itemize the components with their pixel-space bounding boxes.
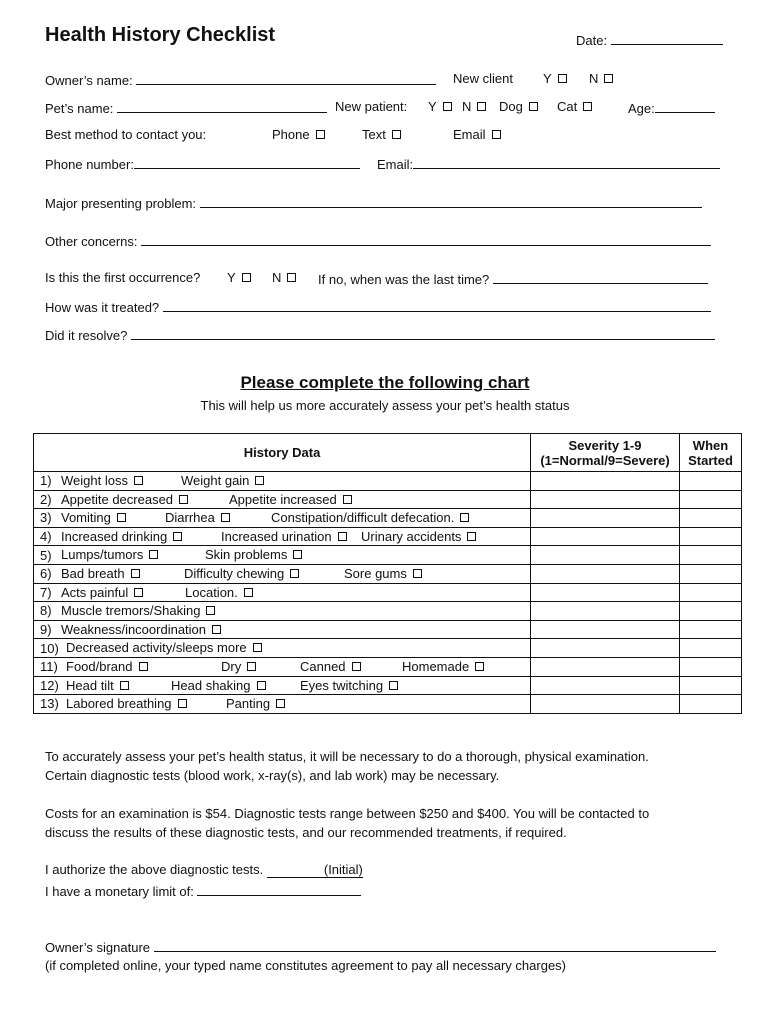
- item-number: 7): [40, 584, 52, 600]
- symptom-label: Lumps/tumors: [61, 547, 144, 563]
- first-occurrence-yes[interactable]: [227, 270, 251, 285]
- severity-cell[interactable]: [531, 639, 680, 658]
- pet-name-line[interactable]: [117, 99, 327, 113]
- checkbox[interactable]: [178, 699, 187, 708]
- severity-cell[interactable]: [531, 490, 680, 509]
- symptom-option[interactable]: [205, 547, 302, 562]
- symptom-label: Weight loss: [61, 473, 128, 488]
- item-number: 4): [40, 529, 52, 545]
- major-problem-field[interactable]: [45, 194, 702, 211]
- pet-name-label: Pet’s name:: [45, 101, 114, 116]
- symptom-label: Food/brand: [66, 658, 133, 674]
- new-client-no[interactable]: [589, 71, 613, 86]
- cost-paragraph-line1: Costs for an examination is $54. Diagnostic tests range between $250 and $400. You will be contacted to: [45, 806, 650, 821]
- age-label: Age:: [628, 101, 655, 116]
- history-table: [33, 433, 742, 714]
- last-time-field[interactable]: [318, 270, 708, 287]
- checkbox[interactable]: [206, 606, 215, 615]
- symptom-option[interactable]: [61, 510, 126, 525]
- symptom-option[interactable]: [66, 678, 129, 693]
- checkbox[interactable]: [352, 662, 361, 671]
- symptom-label: Acts painful: [61, 584, 129, 600]
- checkbox[interactable]: [212, 625, 221, 634]
- checkbox[interactable]: [475, 662, 484, 671]
- symptom-label: Canned: [300, 658, 346, 674]
- other-concerns-label: Other concerns:: [45, 234, 138, 249]
- initial-label: (Initial): [323, 862, 363, 877]
- history-item: [34, 472, 531, 491]
- when-started-cell[interactable]: [680, 490, 742, 509]
- symptom-label: Homemade: [402, 658, 470, 674]
- item-number: 3): [40, 510, 52, 526]
- treated-label: How was it treated?: [45, 300, 160, 315]
- email-label: Email: [453, 127, 486, 142]
- symptom-label: Eyes twitching: [300, 677, 384, 693]
- species-dog[interactable]: [499, 99, 538, 114]
- table-row: [34, 602, 742, 621]
- signature-label: Owner’s signature: [45, 940, 151, 955]
- when-header-line2: Started: [688, 452, 733, 468]
- new-client-yes[interactable]: [543, 71, 567, 86]
- checkbox[interactable]: [558, 74, 567, 83]
- checkbox[interactable]: [173, 532, 182, 541]
- symptom-option[interactable]: [61, 492, 188, 507]
- table-row: [34, 472, 742, 491]
- table-row: [34, 527, 742, 546]
- phone-label: Phone: [272, 127, 310, 142]
- checkbox[interactable]: [221, 513, 230, 522]
- exam-paragraph: [45, 747, 649, 785]
- when-started-cell[interactable]: [680, 695, 742, 714]
- when-started-cell[interactable]: [680, 472, 742, 491]
- symptom-option[interactable]: [184, 566, 299, 581]
- symptom-option[interactable]: [221, 659, 256, 674]
- item-number: 8): [40, 603, 52, 619]
- signature-note: (if completed online, your typed name constitutes agreement to pay all necessary charges): [45, 958, 566, 973]
- severity-cell[interactable]: [531, 527, 680, 546]
- symptom-option[interactable]: [226, 696, 285, 711]
- history-item: [34, 527, 531, 546]
- item-number: 2): [40, 491, 52, 507]
- checkbox[interactable]: [290, 569, 299, 578]
- history-item: [34, 564, 531, 583]
- when-started-cell[interactable]: [680, 583, 742, 602]
- symptom-label: Head tilt: [66, 677, 114, 693]
- major-problem-line[interactable]: [200, 194, 702, 208]
- symptom-label: Muscle tremors/Shaking: [61, 603, 201, 619]
- monetary-limit-label: I have a monetary limit of:: [45, 884, 194, 899]
- symptom-option[interactable]: [66, 640, 262, 655]
- checkbox[interactable]: [293, 550, 302, 559]
- item-number: 5): [40, 547, 52, 563]
- severity-cell[interactable]: [531, 583, 680, 602]
- page-title: Health History Checklist: [45, 24, 276, 46]
- checkbox[interactable]: [492, 130, 501, 139]
- severity-cell[interactable]: [531, 657, 680, 676]
- contact-phone[interactable]: [272, 127, 325, 142]
- symptom-label: Skin problems: [205, 547, 288, 563]
- symptom-label: Panting: [226, 696, 271, 712]
- checkbox[interactable]: [253, 643, 262, 652]
- new-client-label: New client: [453, 71, 513, 86]
- severity-cell[interactable]: [531, 472, 680, 491]
- contact-email[interactable]: [453, 127, 501, 142]
- history-item: [34, 583, 531, 602]
- cat-label: Cat: [557, 99, 578, 114]
- history-item: [34, 620, 531, 639]
- checkbox[interactable]: [477, 102, 486, 111]
- species-cat[interactable]: [557, 99, 592, 114]
- symptom-option[interactable]: [171, 678, 266, 693]
- history-item: [34, 657, 531, 676]
- resolve-line[interactable]: [131, 326, 715, 340]
- symptom-option[interactable]: [271, 510, 469, 525]
- checkbox[interactable]: [244, 588, 253, 597]
- table-row: [34, 695, 742, 714]
- symptom-option[interactable]: [61, 566, 140, 581]
- item-number: 11): [40, 659, 58, 675]
- history-item: [34, 639, 531, 658]
- symptom-label: Dry: [221, 658, 242, 674]
- table-row: [34, 546, 742, 565]
- monetary-limit-field[interactable]: [45, 882, 361, 899]
- checkbox[interactable]: [131, 569, 140, 578]
- new-patient-no[interactable]: [462, 99, 486, 114]
- owner-name-field[interactable]: [45, 71, 436, 88]
- symptom-label: Labored breathing: [66, 696, 172, 712]
- checkbox[interactable]: [242, 273, 251, 282]
- severity-header-line1: Severity 1-9: [568, 437, 642, 453]
- chart-heading: Please complete the following chart: [240, 373, 530, 392]
- checkbox[interactable]: [179, 495, 188, 504]
- initial-line[interactable]: [267, 862, 363, 878]
- age-field[interactable]: [628, 99, 715, 116]
- history-item: [34, 602, 531, 621]
- checkbox[interactable]: [316, 130, 325, 139]
- severity-header-line2: (1=Normal/9=Severe): [540, 452, 670, 468]
- first-occurrence-no[interactable]: [272, 270, 296, 285]
- last-time-line[interactable]: [493, 270, 708, 284]
- table-row: [34, 657, 742, 676]
- table-row: [34, 620, 742, 639]
- item-number: 1): [40, 473, 52, 489]
- when-started-cell[interactable]: [680, 509, 742, 528]
- checkbox[interactable]: [460, 513, 469, 522]
- no-label: N: [462, 99, 472, 114]
- checkbox[interactable]: [604, 74, 613, 83]
- checkbox[interactable]: [583, 102, 592, 111]
- severity-cell[interactable]: [531, 602, 680, 621]
- symptom-option[interactable]: [165, 510, 230, 525]
- symptom-option[interactable]: [61, 622, 221, 637]
- symptom-label: Weight gain: [181, 473, 250, 488]
- history-item: [34, 546, 531, 565]
- symptom-label: Weakness/incoordination: [61, 621, 207, 637]
- symptom-label: Location.: [185, 584, 238, 600]
- yes-label: Y: [428, 99, 437, 114]
- item-number: 13): [40, 696, 59, 712]
- yes-label: Y: [227, 270, 236, 285]
- owner-name-line[interactable]: [136, 71, 436, 85]
- symptom-label: Decreased activity/sleeps more: [66, 640, 247, 656]
- checkbox[interactable]: [443, 102, 452, 111]
- symptom-label: Head shaking: [171, 677, 251, 693]
- symptom-option[interactable]: [181, 473, 264, 488]
- severity-cell[interactable]: [531, 676, 680, 695]
- symptom-option[interactable]: [361, 529, 476, 544]
- new-patient-yes[interactable]: [428, 99, 452, 114]
- checkbox[interactable]: [134, 476, 143, 485]
- major-problem-label: Major presenting problem:: [45, 196, 197, 211]
- no-label: N: [272, 270, 282, 285]
- when-started-cell[interactable]: [680, 676, 742, 695]
- checkbox[interactable]: [338, 532, 347, 541]
- resolve-field[interactable]: [45, 326, 715, 343]
- severity-header: [531, 434, 680, 472]
- checkbox[interactable]: [467, 532, 476, 541]
- checkbox[interactable]: [117, 513, 126, 522]
- checkbox[interactable]: [276, 699, 285, 708]
- symptom-option[interactable]: [402, 659, 484, 674]
- symptom-label: Vomiting: [61, 510, 111, 526]
- when-header-line1: When: [692, 437, 729, 453]
- symptom-option[interactable]: [229, 492, 352, 507]
- symptom-option[interactable]: [344, 566, 422, 581]
- chart-subheading: This will help us more accurately assess your pet’s health status: [200, 398, 570, 413]
- symptom-label: Urinary accidents: [361, 528, 462, 544]
- item-number: 9): [40, 622, 52, 638]
- history-item: [34, 509, 531, 528]
- when-started-cell[interactable]: [680, 657, 742, 676]
- table-row: [34, 639, 742, 658]
- symptom-option[interactable]: [185, 585, 253, 600]
- treated-field[interactable]: [45, 298, 711, 315]
- checkbox[interactable]: [149, 550, 158, 559]
- checkbox[interactable]: [257, 681, 266, 690]
- checkbox[interactable]: [255, 476, 264, 485]
- authorize-field[interactable]: [45, 862, 363, 878]
- phone-number-line[interactable]: [134, 155, 360, 169]
- email-line[interactable]: [413, 155, 720, 169]
- symptom-label: Bad breath: [61, 565, 125, 581]
- email-field-label: Email:: [377, 157, 414, 172]
- symptom-label: Constipation/difficult defecation.: [271, 510, 455, 526]
- when-started-cell[interactable]: [680, 602, 742, 621]
- checkbox[interactable]: [287, 273, 296, 282]
- no-label: N: [589, 71, 599, 86]
- table-row: [34, 509, 742, 528]
- date-label: Date:: [576, 33, 608, 48]
- phone-number-field[interactable]: [45, 155, 360, 172]
- when-started-cell[interactable]: [680, 546, 742, 565]
- symptom-option[interactable]: [66, 696, 187, 711]
- when-header: [680, 434, 742, 472]
- severity-cell[interactable]: [531, 546, 680, 565]
- history-item: [34, 676, 531, 695]
- severity-cell[interactable]: [531, 620, 680, 639]
- history-item: [34, 695, 531, 714]
- cost-paragraph-line2: discuss the results of these diagnostic tests, and our recommended treatments, if required.: [45, 825, 567, 840]
- exam-paragraph-line1: To accurately assess your pet’s health status, it will be necessary to do a thorough, physical examination.: [45, 749, 649, 764]
- checkbox[interactable]: [529, 102, 538, 111]
- checkbox[interactable]: [413, 569, 422, 578]
- item-number: 12): [40, 677, 59, 693]
- when-started-cell[interactable]: [680, 639, 742, 658]
- symptom-label: Appetite decreased: [61, 491, 174, 507]
- signature-line[interactable]: [154, 938, 716, 952]
- owner-name-label: Owner’s name:: [45, 73, 133, 88]
- history-header: History Data: [34, 434, 531, 472]
- first-occurrence-label: Is this the first occurrence?: [45, 270, 201, 285]
- symptom-label: Difficulty chewing: [184, 565, 285, 581]
- date-line[interactable]: [611, 31, 723, 45]
- treated-line[interactable]: [163, 298, 711, 312]
- severity-cell[interactable]: [531, 564, 680, 583]
- age-line[interactable]: [655, 99, 715, 113]
- symptom-option[interactable]: [61, 585, 143, 600]
- table-row: [34, 676, 742, 695]
- symptom-label: Diarrhea: [165, 510, 215, 526]
- checkbox[interactable]: [120, 681, 129, 690]
- cost-paragraph: [45, 804, 649, 842]
- symptom-option[interactable]: [61, 473, 143, 488]
- symptom-label: Increased urination: [221, 528, 332, 544]
- text-label: Text: [362, 127, 386, 142]
- resolve-label: Did it resolve?: [45, 328, 128, 343]
- when-started-cell[interactable]: [680, 620, 742, 639]
- severity-cell[interactable]: [531, 695, 680, 714]
- other-concerns-line[interactable]: [141, 232, 711, 246]
- table-row: [34, 583, 742, 602]
- when-started-cell[interactable]: [680, 564, 742, 583]
- checkbox[interactable]: [134, 588, 143, 597]
- history-item: [34, 490, 531, 509]
- new-patient-label: New patient:: [335, 99, 408, 114]
- pet-name-field[interactable]: [45, 99, 327, 116]
- exam-paragraph-line2: Certain diagnostic tests (blood work, x-ray(s), and lab work) may be necessary.: [45, 768, 500, 783]
- checkbox[interactable]: [392, 130, 401, 139]
- authorize-label: I authorize the above diagnostic tests.: [45, 862, 264, 877]
- item-number: 10): [40, 640, 59, 656]
- dog-label: Dog: [499, 99, 523, 114]
- checkbox[interactable]: [139, 662, 148, 671]
- checkbox[interactable]: [247, 662, 256, 671]
- contact-method-label: Best method to contact you:: [45, 127, 207, 142]
- symptom-option[interactable]: [61, 529, 182, 544]
- symptom-option[interactable]: [221, 529, 347, 544]
- symptom-option[interactable]: [61, 603, 215, 618]
- email-field[interactable]: [377, 155, 720, 172]
- monetary-limit-line[interactable]: [197, 882, 361, 896]
- checkbox[interactable]: [343, 495, 352, 504]
- phone-number-label: Phone number:: [45, 157, 134, 172]
- symptom-label: Sore gums: [344, 565, 407, 581]
- other-concerns-field[interactable]: [45, 232, 711, 249]
- when-started-cell[interactable]: [680, 527, 742, 546]
- yes-label: Y: [543, 71, 552, 86]
- signature-field[interactable]: [45, 938, 716, 955]
- symptom-option[interactable]: [300, 678, 398, 693]
- symptom-option[interactable]: [61, 547, 158, 562]
- symptom-option[interactable]: [66, 659, 148, 674]
- item-number: 6): [40, 566, 52, 582]
- checkbox[interactable]: [389, 681, 398, 690]
- symptom-option[interactable]: [300, 659, 361, 674]
- table-row: [34, 490, 742, 509]
- severity-cell[interactable]: [531, 509, 680, 528]
- symptom-label: Appetite increased: [229, 491, 337, 507]
- date-field[interactable]: [576, 31, 723, 48]
- contact-text[interactable]: [362, 127, 401, 142]
- last-time-label: If no, when was the last time?: [318, 272, 490, 287]
- table-row: [34, 564, 742, 583]
- symptom-label: Increased drinking: [61, 528, 168, 544]
